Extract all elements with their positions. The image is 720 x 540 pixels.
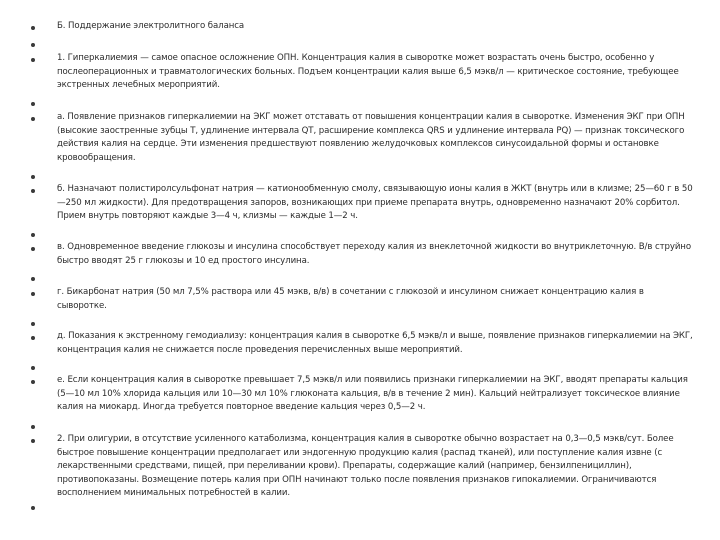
bullet-icon [31, 247, 35, 251]
bullet-icon [31, 292, 35, 296]
bullet-icon [31, 189, 35, 193]
paragraph-text: б. Назначают полистиролсульфонат натрия — катионообменную смолу, связывающую ионы калия в ЖКТ (внутрь или в клизме; 25—60 г в 50—250 мл жидкости). Для предотвращения запоров, возникающих при приеме препарата внутрь, одновременно назначают 20% сорбитол. Прием внутрь повторяют каждые 3—4 ч, клизмы — каждые 1—2 ч. [57, 184, 693, 222]
bullet-icon [31, 26, 35, 30]
bullet-icon [31, 277, 35, 281]
bullet-icon [31, 439, 35, 443]
bullet-icon [31, 233, 35, 237]
bullet-icon [31, 175, 35, 179]
section-heading: Б. Поддержание электролитного баланса [57, 21, 245, 31]
paragraph-text: 2. При олигурии, в отсутствие усиленного катаболизма, концентрация калия в сыворотке обычно возрастает на 0,3—0,5 мэкв/сут. Более быстрое повышение концентрации предполагает или эндогенную продукцию калия (распад тканей), или поступление калия извне (с лекарственными средствами, пищей, при переливании крови). Препараты, содержащие калий (например, бензилпенициллин), противопоказаны. Возмещение потерь калия при ОПН начинают только после появления признаков гипокалиемии. Ограничиваются восполнением минимальных потребностей в калии. [57, 434, 674, 499]
bullet-icon [31, 43, 35, 47]
paragraph-text: д. Показания к экстренному гемодиализу: концентрация калия в сыворотке 6,5 мэкв/л и выше, появление признаков гиперкалиемии на ЭКГ, концентрация калия не снижается после проведения перечисленных выше мероприятий. [57, 331, 693, 355]
paragraph-text: е. Если концентрация калия в сыворотке превышает 7,5 мэкв/л или появились признаки гиперкалиемии на ЭКГ, вводят препараты кальция (5—10 мл 10% хлорида кальция или 10—30 мл 10% глюконата кальция, в/в в течение 2 мин). Кальций нейтрализует токсическое влияние калия на миокард. Иногда требуется повторное введение кальция через 0,5—2 ч. [57, 375, 688, 413]
bullet-icon [31, 425, 35, 429]
bullet-icon [31, 380, 35, 384]
paragraph-text: а. Появление признаков гиперкалиемии на ЭКГ может отставать от повышения концентрации калия в сыворотке. Изменения ЭКГ при ОПН (высокие заостренные зубцы T, удлинение интервала QT, расширение комплекса QRS и удлинение интервала PQ) — признак токсического действия калия на сердце. Эти изменения предшествуют появлению желудочковых комплексов синусоидальной формы и остановке кровообращения. [57, 112, 685, 163]
bullet-icon [31, 322, 35, 326]
paragraph-text: 1. Гиперкалиемия — самое опасное осложнение ОПН. Концентрация калия в сыворотке может возрастать очень быстро, особенно у послеоперационных и травматологических больных. Подъем концентрации калия выше 6,5 мэкв/л — критическое состояние, требующее экстренных лечебных мероприятий. [57, 53, 679, 91]
bullet-icon [31, 506, 35, 510]
paragraph-text: г. Бикарбонат натрия (50 мл 7,5% раствора или 45 мэкв, в/в) в сочетании с глюкозой и инсулином снижает концентрацию калия в сыворотке. [57, 287, 644, 311]
bullet-icon [31, 366, 35, 370]
bullet-icon [31, 117, 35, 121]
bullet-icon [31, 336, 35, 340]
paragraph-text: в. Одновременное введение глюкозы и инсулина способствует переходу калия из внеклеточной жидкости во внутриклеточную. В/в струйно быстро вводят 25 г глюкозы и 10 ед простого инсулина. [57, 242, 691, 266]
bullet-icon [31, 102, 35, 106]
bullet-icon [31, 58, 35, 62]
